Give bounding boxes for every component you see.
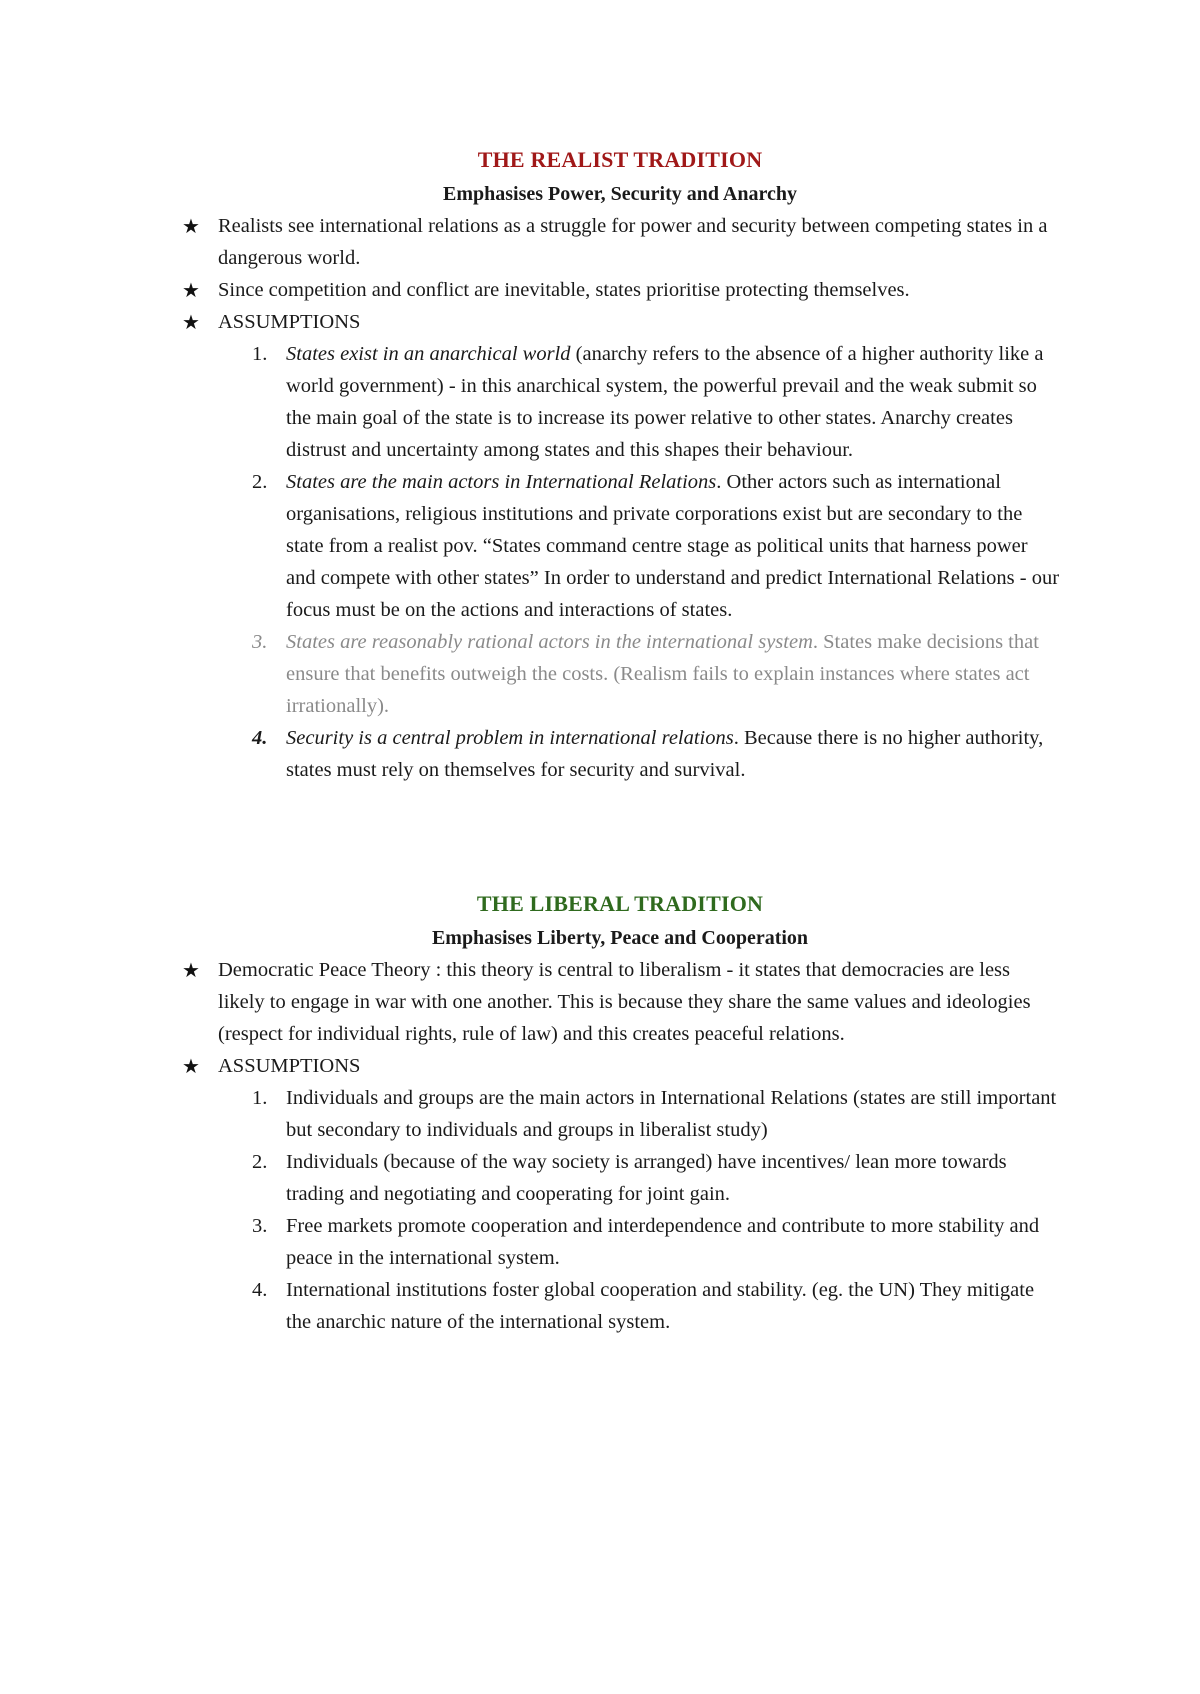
liberal-title: THE LIBERAL TRADITION bbox=[476, 891, 764, 916]
liberal-assumption-3 bbox=[252, 1210, 1060, 1274]
assumption-text: . States make decisions that ensure that benefits outweigh the costs. (Realism fails to explain instances where states act irrationally). bbox=[286, 631, 1039, 717]
assumption-text: Free markets promote cooperation and interdependence and contribute to more stability and peace in the international system. bbox=[286, 1215, 1040, 1269]
assumption-text: Individuals (because of the way society is arranged) have incentives/ lean more towards trading and negotiating and cooperating for joint gain. bbox=[286, 1151, 1007, 1205]
realist-bullet-competition bbox=[180, 274, 1060, 306]
realist-subtitle: Emphasises Power, Security and Anarchy bbox=[443, 183, 797, 205]
list-number: 3. bbox=[252, 631, 268, 653]
liberal-assumption-2 bbox=[252, 1146, 1060, 1210]
list-number: 2. bbox=[252, 471, 268, 493]
list-number: 2. bbox=[252, 1151, 268, 1173]
black-star-icon: ★ bbox=[182, 1054, 200, 1078]
list-number: 3. bbox=[252, 1215, 268, 1237]
black-star-icon: ★ bbox=[182, 214, 200, 238]
list-number: 1. bbox=[252, 1087, 268, 1109]
realist-title: THE REALIST TRADITION bbox=[477, 147, 763, 172]
liberal-assumptions-list bbox=[252, 1082, 1060, 1338]
bullet-text: ASSUMPTIONS bbox=[218, 1055, 361, 1077]
realist-bullet-list bbox=[180, 210, 1060, 338]
realist-section bbox=[180, 142, 1060, 786]
liberal-bullet-democratic-peace bbox=[180, 954, 1060, 1050]
assumption-text: . Other actors such as international organisations, religious institutions and private corporations exist but are secondary to the state from a realist pov. “States command centre stage as political units that harness power and compete with other states” In order to understand and predict International Relations - our focus must be on the actions and interactions of states. bbox=[286, 471, 1060, 621]
assumption-lead: States exist in an anarchical world bbox=[286, 343, 571, 365]
bullet-text: Since competition and conflict are inevitable, states prioritise protecting themselves. bbox=[218, 279, 910, 301]
liberal-section bbox=[180, 886, 1060, 1338]
black-star-icon: ★ bbox=[182, 958, 200, 982]
list-number: 1. bbox=[252, 343, 268, 365]
assumption-lead: Security is a central problem in international relations bbox=[286, 727, 734, 749]
bullet-text: Democratic Peace Theory : this theory is central to liberalism - it states that democracies are less likely to engage in war with one another. This is because they share the same values and ideologies (respect for individual rights, rule of law) and this creates peaceful relations. bbox=[218, 959, 1031, 1045]
assumption-text: International institutions foster global cooperation and stability. (eg. the UN) They mitigate the anarchic nature of the international system. bbox=[286, 1279, 1035, 1333]
liberal-assumption-4 bbox=[252, 1274, 1060, 1338]
liberal-bullet-assumptions bbox=[180, 1050, 1060, 1082]
realist-assumption-3 bbox=[252, 626, 1060, 722]
assumption-text: . Because there is no higher authority, states must rely on themselves for security and survival. bbox=[286, 727, 1044, 781]
black-star-icon: ★ bbox=[182, 278, 200, 302]
black-star-icon: ★ bbox=[182, 310, 200, 334]
realist-bullet-assumptions bbox=[180, 306, 1060, 338]
assumption-text: Individuals and groups are the main actors in International Relations (states are still important but secondary to individuals and groups in liberalist study) bbox=[286, 1087, 1057, 1141]
realist-assumption-2 bbox=[252, 466, 1060, 626]
assumption-lead: States are reasonably rational actors in the international system bbox=[286, 631, 813, 653]
realist-assumptions-list bbox=[252, 338, 1060, 786]
list-number: 4. bbox=[252, 1279, 268, 1301]
assumption-lead: States are the main actors in International Relations bbox=[286, 471, 717, 493]
liberal-subtitle: Emphasises Liberty, Peace and Cooperation bbox=[431, 927, 809, 949]
realist-assumption-1 bbox=[252, 338, 1060, 466]
list-number: 4. bbox=[252, 727, 268, 749]
bullet-text: ASSUMPTIONS bbox=[218, 311, 361, 333]
liberal-bullet-list bbox=[180, 954, 1060, 1082]
liberal-assumption-1 bbox=[252, 1082, 1060, 1146]
realist-bullet-power-struggle bbox=[180, 210, 1060, 274]
bullet-text: Realists see international relations as a struggle for power and security between competing states in a dangerous world. bbox=[218, 215, 1048, 269]
realist-assumption-4 bbox=[252, 722, 1060, 786]
assumption-text: (anarchy refers to the absence of a higher authority like a world government) - in this anarchical system, the powerful prevail and the weak submit so the main goal of the state is to increase its power relative to other states. Anarchy creates distrust and uncertainty among states and this shapes their behaviour. bbox=[286, 343, 1044, 461]
